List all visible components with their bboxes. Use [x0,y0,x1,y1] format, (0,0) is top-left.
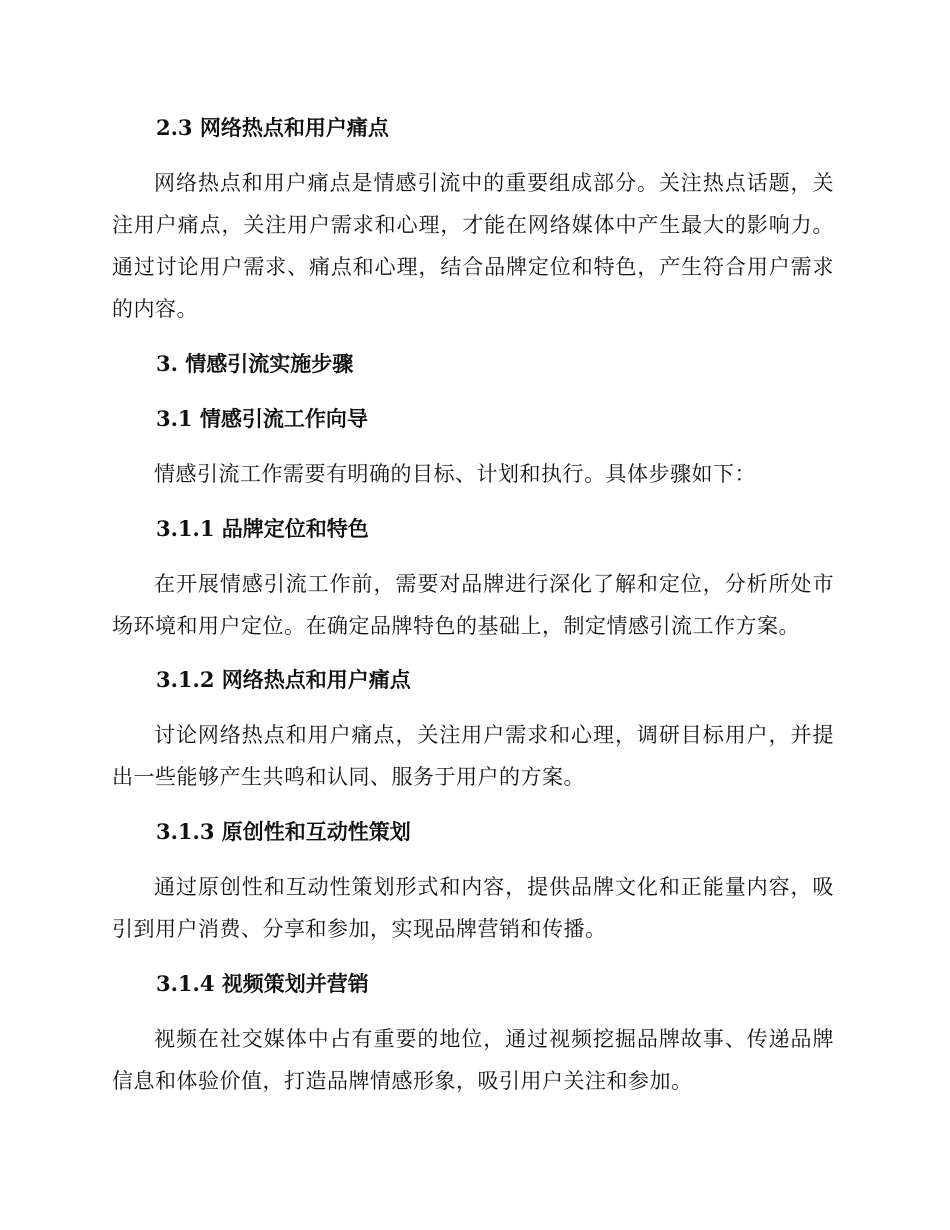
section-paragraph-3-1-2: 讨论网络热点和用户痛点，关注用户需求和心理，调研目标用户，并提出一些能够产生共鸣和认同、服务于用户的方案。 [112,723,834,789]
section-heading-2-3: 2.3 网络热点和用户痛点 [156,115,389,140]
section-paragraph-3-1-3: 通过原创性和互动性策划形式和内容，提供品牌文化和正能量内容，吸引到用户消费、分享和参加，实现品牌营销和传播。 [112,875,834,941]
section-paragraph-3-1-4: 视频在社交媒体中占有重要的地位，通过视频挖掘品牌故事、传递品牌信息和体验价值，打造品牌情感形象，吸引用户关注和参加。 [112,1027,834,1093]
section-heading-3-1: 3.1 情感引流工作向导 [156,406,368,431]
section-heading-3: 3. 情感引流实施步骤 [156,351,354,376]
section-heading-3-1-2: 3.1.2 网络热点和用户痛点 [156,667,411,692]
section-paragraph-3-1: 情感引流工作需要有明确的目标、计划和执行。具体步骤如下： [154,462,756,486]
section-heading-3-1-1: 3.1.1 品牌定位和特色 [156,516,369,541]
section-heading-3-1-3: 3.1.3 原创性和互动性策划 [156,819,411,844]
section-paragraph-3-1-1: 在开展情感引流工作前，需要对品牌进行深化了解和定位，分析所处市场环境和用户定位。在确定品牌特色的基础上，制定情感引流工作方案。 [112,572,834,638]
section-heading-3-1-4: 3.1.4 视频策划并营销 [156,971,369,996]
section-paragraph-2-3: 网络热点和用户痛点是情感引流中的重要组成部分。关注热点话题，关注用户痛点，关注用户需求和心理，才能在网络媒体中产生最大的影响力。通过讨论用户需求、痛点和心理，结合品牌定位和特色，产生符合用户需求的内容。 [112,171,834,321]
